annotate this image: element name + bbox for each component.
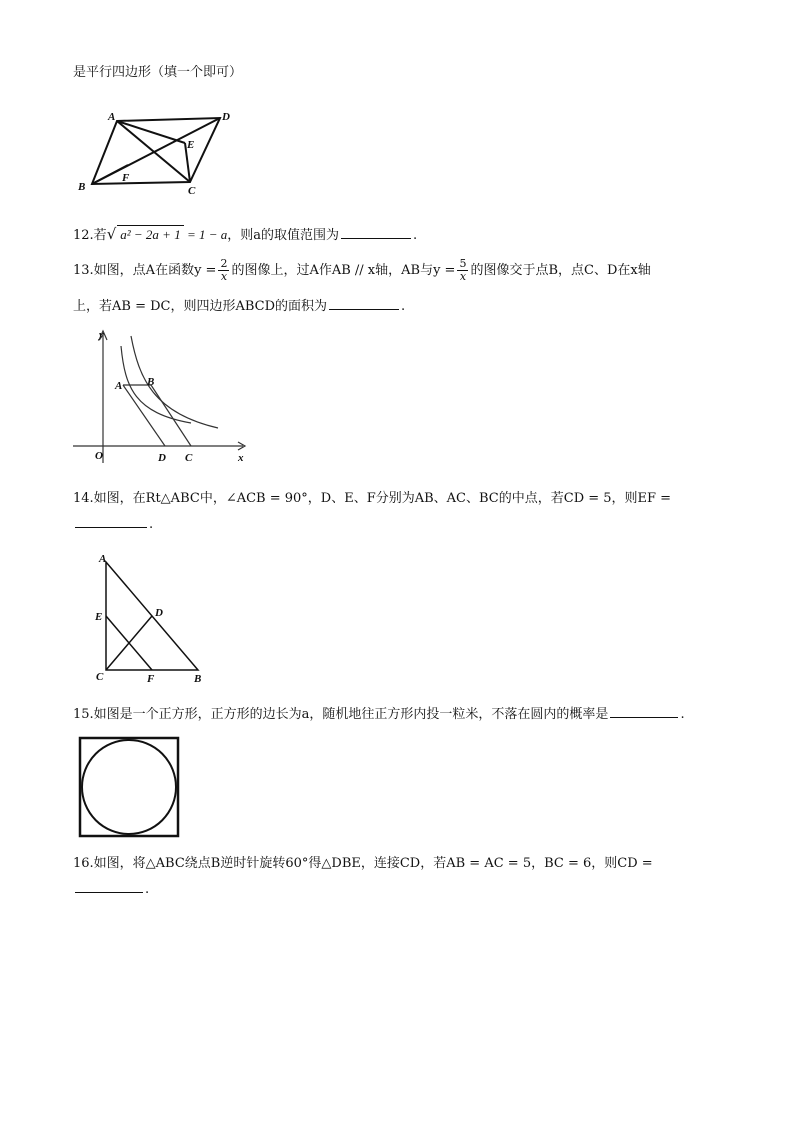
hyperbola-figure [73, 328, 258, 468]
label-B: B [194, 673, 202, 685]
fraction-2-over-x: $\frac{2}{x}$ [220, 257, 228, 283]
question-16-line-2: . [73, 880, 149, 899]
curve-5-over-x [131, 336, 218, 428]
label-A: A [108, 111, 116, 123]
label-O: O [95, 450, 103, 462]
answer-blank-13 [329, 297, 399, 310]
label-D: D [155, 607, 163, 619]
label-E: E [95, 611, 103, 623]
intro-text: 是平行四边形（填一个即可） [73, 65, 243, 80]
parallelogram-figure [75, 105, 245, 200]
label-B: B [147, 376, 155, 388]
answer-blank-12 [341, 226, 411, 239]
question-14-line-1: 14.如图，在Rt△ABC中，∠ACB = 90°，D、E、F分别为AB、AC、BC的中点，若CD = 5，则EF = [73, 491, 672, 506]
square-shape [80, 738, 178, 836]
label-C: C [96, 671, 104, 683]
label-A: A [99, 553, 107, 565]
question-16-line-1: 16.如图，将△ABC绕点B逆时针旋转60°得△DBE，连接CD，若AB = AC = 5，BC = 6，则CD = [73, 856, 653, 871]
inscribed-circle [82, 740, 176, 834]
label-x: x [238, 452, 244, 464]
label-F: F [122, 172, 130, 184]
question-15: 15.如图是一个正方形，正方形的边长为a，随机地往正方形内投一粒米，不落在圆内的概率是 . [73, 707, 685, 722]
label-C: C [185, 452, 193, 464]
square-circle-figure [78, 736, 182, 840]
answer-blank-16 [75, 880, 143, 893]
label-E: E [187, 139, 195, 151]
question-13-line-2: 上，若AB = DC，则四边形ABCD的面积为 . [73, 299, 406, 314]
label-F: F [147, 673, 155, 685]
label-D: D [158, 452, 166, 464]
label-C: C [188, 185, 196, 197]
label-D: D [222, 111, 230, 123]
triangle-figure [92, 550, 212, 685]
question-14-line-2: . [73, 515, 153, 534]
label-y: y [99, 329, 104, 341]
label-A: A [115, 380, 123, 392]
answer-blank-15 [610, 705, 678, 718]
label-B: B [78, 181, 86, 193]
fraction-5-over-x: $\frac{5}{x}$ [459, 257, 467, 283]
question-12: 12.若√ a² − 2a + 1 = 1 − a，则a的取值范围为 . [73, 225, 418, 243]
question-13-line-1: 13.如图，点A在函数y = $\frac{2}{x}$ 的图像上，过A作AB // x轴，AB与y = $\frac{5}{x}$ 的图像交于点B，点C、D在x轴 [73, 257, 651, 283]
answer-blank-14 [75, 515, 147, 528]
